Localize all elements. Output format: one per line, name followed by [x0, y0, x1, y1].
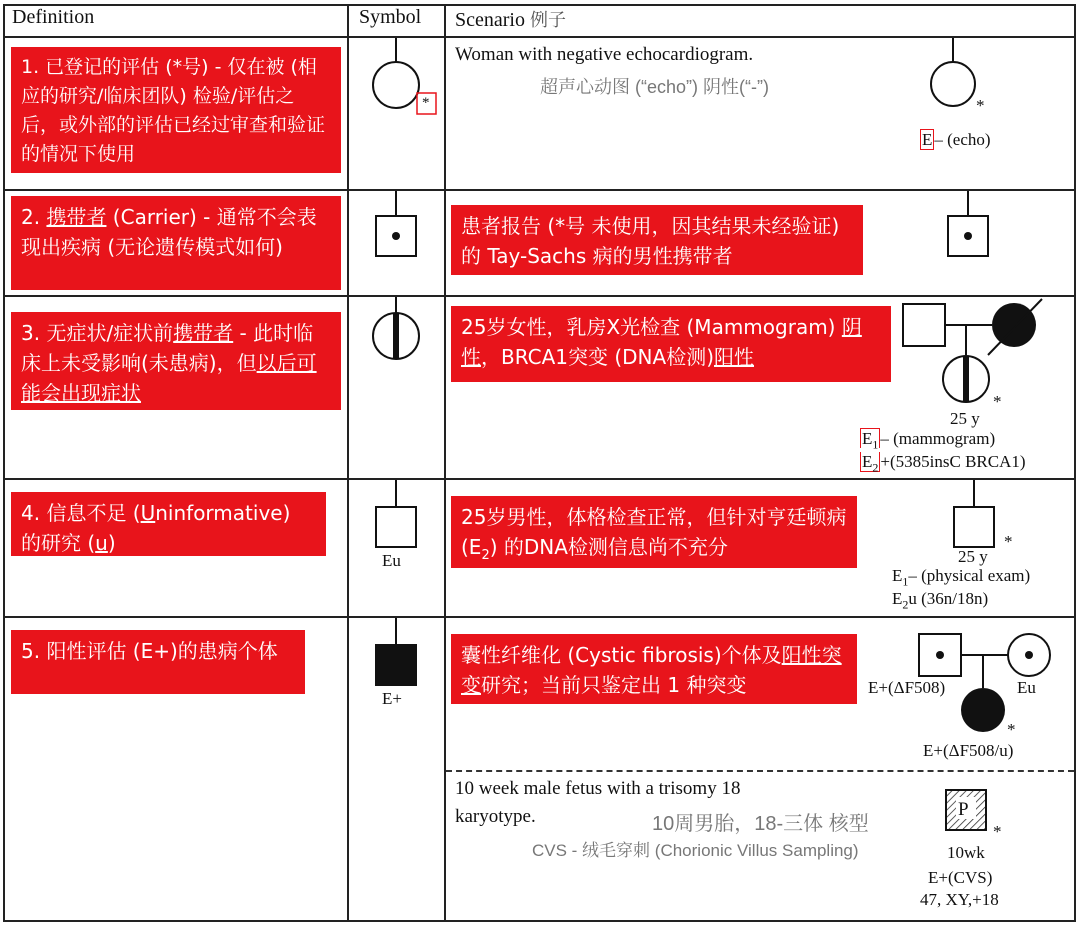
row4-def-u2: u	[95, 531, 108, 555]
header-symbol: Symbol	[359, 6, 422, 28]
row1-symbol-mark: *	[422, 95, 430, 111]
fetus-en-1: 10 week male fetus with a trisomy 18	[455, 778, 741, 799]
row4-e1-label: E	[892, 566, 903, 585]
row2-def-rest: (Carrier) - 通常不会表现出疾病 (无论遗传模式如何)	[21, 205, 317, 259]
row2-symbol	[349, 191, 444, 295]
row-divider	[3, 478, 1076, 480]
row4-scen-a: 25岁男性，体格检查正常，但针对亨廷顿病 (E	[461, 505, 847, 559]
row5-child-label: E+(ΔF508/u)	[923, 741, 1014, 760]
row5-scen-a: 囊性纤维化 (Cystic fibrosis)个体及	[461, 643, 782, 667]
fetus-eval: E+(CVS)	[928, 868, 993, 887]
row5-scenario	[451, 634, 857, 704]
row1-pedigree	[920, 38, 1000, 118]
row5-mother-label: Eu	[1017, 678, 1036, 697]
fetus-star: *	[993, 822, 1002, 841]
row3-e2-text: +(5385insC BRCA1)	[880, 452, 1026, 471]
row5-definition: 5. 阳性评估 (E+)的患病个体	[11, 630, 305, 694]
row2-def-prefix: 2.	[21, 205, 47, 229]
row3-def-term: 携带者	[173, 321, 234, 345]
row3-e1	[860, 429, 995, 452]
row5-child-star: *	[1007, 720, 1016, 739]
row3-e1-sub: 1	[872, 437, 879, 452]
row3-definition	[11, 312, 341, 410]
row4-age: 25 y	[958, 547, 988, 566]
row3-age: 25 y	[950, 409, 980, 428]
row3-scenario	[451, 306, 891, 382]
row2-pedigree	[940, 191, 1000, 271]
row3-def-mid: - 此时临床上未受影响(未患病)，但	[21, 321, 314, 375]
row1-definition: 1. 已登记的评估 (*号) - 仅在被 (相应的研究/临床团队) 检验/评估之后，或外部的评估已经过审查和验证的情况下使用	[11, 47, 341, 173]
row-divider	[3, 616, 1076, 618]
row2-scenario: 患者报告 (*号 未使用，因其结果未经验证)的 Tay-Sachs 病的男性携带者	[451, 205, 863, 275]
row4-def-u: U	[140, 501, 156, 525]
row3-symbol	[349, 297, 444, 377]
row5-symbol	[349, 618, 444, 690]
row-divider	[3, 36, 1076, 38]
row4-star: *	[1004, 532, 1013, 551]
row5-symbol-label: E+	[382, 689, 402, 708]
header-definition: Definition	[12, 6, 95, 28]
row4-definition	[11, 492, 326, 556]
row3-def-prefix: 3. 无症状/症状前	[21, 321, 174, 345]
row3-scen-a: 25岁女性，乳房X光检查 (Mammogram)	[461, 315, 842, 339]
row3-pedigree	[900, 297, 1060, 412]
row4-e1-sub: 1	[902, 574, 909, 589]
row5-scen-b: 阳性突变	[461, 643, 842, 697]
row1-eval-text: – (echo)	[934, 130, 991, 149]
row1-scenario-en: Woman with negative echocardiogram.	[455, 44, 754, 65]
row4-e2-sub: 2	[902, 597, 909, 612]
row5-father-label: E+(ΔF508)	[868, 678, 946, 697]
row2-definition	[11, 196, 341, 290]
row3-scen-b: 阴性	[461, 315, 862, 369]
row1-scenario-cn: 超声心动图 (“echo”) 阴性(“-”)	[540, 77, 769, 97]
row3-e1-label: E	[862, 429, 873, 448]
row1-eval	[920, 130, 991, 150]
header-scenario-en: Scenario	[455, 9, 525, 31]
row3-star: *	[993, 392, 1002, 411]
row4-e1-text: – (physical exam)	[908, 566, 1031, 585]
row3-e1-text: – (mammogram)	[880, 429, 996, 448]
dashed-divider	[446, 770, 1074, 772]
row1-symbol	[349, 38, 444, 189]
fetus-en-2: karyotype.	[455, 806, 536, 827]
row2-def-term: 携带者	[46, 205, 107, 229]
row1-eval-label: E	[922, 130, 933, 149]
row4-scenario	[451, 496, 857, 568]
header-scenario	[455, 6, 566, 32]
fetus-cn: 10周男胎，18-三体 核型	[652, 813, 869, 835]
row4-def-end: )	[107, 531, 116, 555]
row4-scen-b: ) 的DNA检测信息尚不充分	[489, 535, 728, 559]
column-divider	[444, 4, 446, 922]
header-scenario-cn: 例子	[529, 10, 566, 31]
row3-scen-c: ，BRCA1突变 (DNA检测)	[481, 345, 714, 369]
fetus-karyotype: 47, XY,+18	[920, 890, 999, 909]
row-divider	[3, 189, 1076, 191]
row3-e2	[860, 452, 1026, 475]
table-border-right	[1074, 4, 1076, 922]
table-border-bottom	[3, 920, 1076, 922]
row3-e2-label: E	[862, 452, 873, 471]
row3-e2-sub: 2	[872, 460, 879, 475]
row4-e1	[892, 566, 1030, 589]
row4-pedigree	[950, 480, 1010, 550]
row3-def-term2: 以后可能会出现症状	[21, 351, 317, 405]
row4-symbol	[349, 480, 444, 550]
fetus-age: 10wk	[947, 843, 985, 862]
row4-scen-sub: 2	[481, 548, 490, 563]
row4-def-prefix: 4. 信息不足 (	[21, 501, 141, 525]
fetus-letter: P	[958, 799, 969, 820]
row3-scen-d: 阳性	[714, 345, 754, 369]
fetus-cvs: CVS - 绒毛穿刺 (Chorionic Villus Sampling)	[532, 841, 859, 860]
row4-e2-label: E	[892, 589, 903, 608]
row4-e2-text: u (36n/18n)	[908, 589, 989, 608]
row5-scen-c: 研究；当前只鉴定出 1 种突变	[481, 673, 747, 697]
row1-star: *	[976, 96, 985, 115]
row4-symbol-label: Eu	[382, 551, 401, 570]
table-border-left	[3, 4, 5, 922]
row4-e2	[892, 589, 988, 612]
row4-def-mid: ninformative) 的研究 (	[21, 501, 291, 555]
